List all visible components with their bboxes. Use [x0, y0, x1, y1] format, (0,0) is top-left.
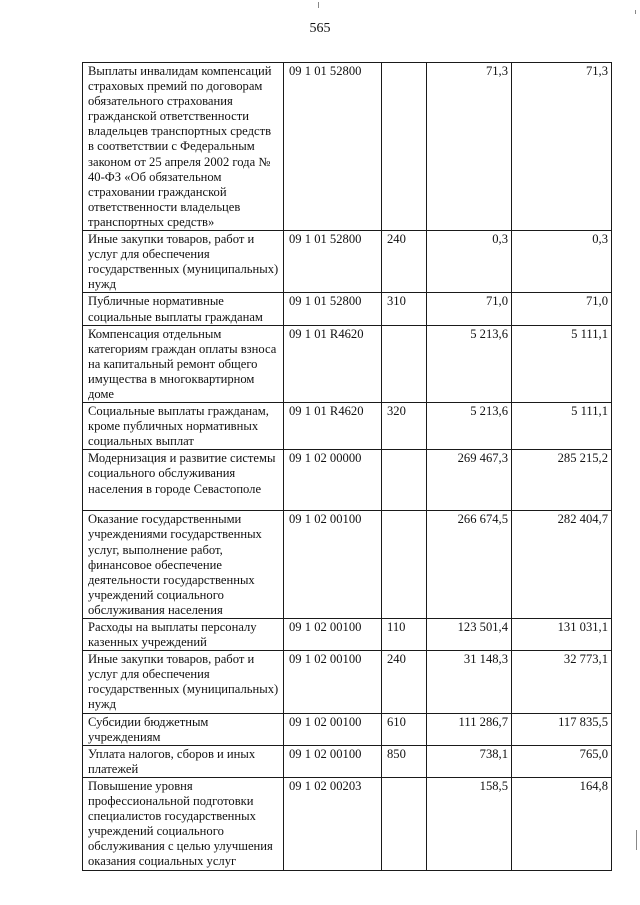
scan-mark-top — [318, 2, 319, 8]
table-row — [83, 325, 612, 402]
row-value-2: 131 031,1 — [512, 619, 612, 651]
row-expense-type: 310 — [382, 293, 427, 325]
row-value-1: 31 148,3 — [427, 651, 512, 713]
row-name: Субсидии бюджетным учреждениям — [83, 713, 284, 745]
row-value-2: 5 111,1 — [512, 403, 612, 450]
row-code: 09 1 01 R4620 — [284, 403, 382, 450]
row-expense-type: 850 — [382, 745, 427, 777]
row-code: 09 1 02 00100 — [284, 511, 382, 619]
table-row — [83, 777, 612, 870]
table-row — [83, 450, 612, 511]
row-value-1: 5 213,6 — [427, 325, 512, 402]
row-value-2: 164,8 — [512, 777, 612, 870]
row-code: 09 1 01 52800 — [284, 231, 382, 293]
row-code: 09 1 02 00000 — [284, 450, 382, 511]
table-row — [83, 651, 612, 713]
row-code: 09 1 02 00100 — [284, 619, 382, 651]
row-value-2: 285 215,2 — [512, 450, 612, 511]
row-name: Повышение уровня профессиональной подготовки специалистов государственных учреждений социального обслуживания с целью улучшения оказания социальных услуг — [83, 777, 284, 870]
row-value-2: 5 111,1 — [512, 325, 612, 402]
row-value-2: 71,0 — [512, 293, 612, 325]
row-expense-type — [382, 63, 427, 231]
budget-table — [82, 62, 612, 871]
row-value-2: 71,3 — [512, 63, 612, 231]
row-value-1: 738,1 — [427, 745, 512, 777]
row-value-1: 269 467,3 — [427, 450, 512, 511]
row-expense-type: 110 — [382, 619, 427, 651]
row-code: 09 1 02 00100 — [284, 713, 382, 745]
row-value-2: 765,0 — [512, 745, 612, 777]
table-row — [83, 619, 612, 651]
row-code: 09 1 02 00203 — [284, 777, 382, 870]
row-value-1: 5 213,6 — [427, 403, 512, 450]
row-name: Уплата налогов, сборов и иных платежей — [83, 745, 284, 777]
row-value-2: 0,3 — [512, 231, 612, 293]
row-code: 09 1 02 00100 — [284, 745, 382, 777]
row-expense-type: 240 — [382, 231, 427, 293]
row-name: Выплаты инвалидам компенсаций страховых премий по договорам обязательного страхования гражданской ответственности владельцев транспортных средств в соответствии с Федеральным законом от 25 апреля 2002 года № 40-ФЗ «Об обязательном страховании гражданской ответственности владельцев транспортных средств» — [83, 63, 284, 231]
table-row — [83, 231, 612, 293]
row-expense-type — [382, 777, 427, 870]
row-value-2: 32 773,1 — [512, 651, 612, 713]
row-name: Компенсация отдельным категориям граждан оплаты взноса на капитальный ремонт общего имущества в многоквартирном доме — [83, 325, 284, 402]
page-number: 565 — [309, 21, 331, 36]
row-name: Публичные нормативные социальные выплаты гражданам — [83, 293, 284, 325]
row-expense-type: 610 — [382, 713, 427, 745]
table-row — [83, 63, 612, 231]
row-value-1: 71,3 — [427, 63, 512, 231]
row-name: Оказание государственными учреждениями государственных услуг, выполнение работ, финансовое обеспечение деятельности государственных учреждений социального обслуживания населения — [83, 511, 284, 619]
row-code: 09 1 01 52800 — [284, 293, 382, 325]
row-value-1: 158,5 — [427, 777, 512, 870]
row-code: 09 1 01 52800 — [284, 63, 382, 231]
row-value-1: 0,3 — [427, 231, 512, 293]
row-name: Социальные выплаты гражданам, кроме публичных нормативных социальных выплат — [83, 403, 284, 450]
table-row — [83, 403, 612, 450]
table-row — [83, 511, 612, 619]
row-expense-type: 320 — [382, 403, 427, 450]
row-value-2: 117 835,5 — [512, 713, 612, 745]
row-name: Модернизация и развитие системы социального обслуживания населения в городе Севастополе — [83, 450, 284, 511]
row-name: Иные закупки товаров, работ и услуг для обеспечения государственных (муниципальных) нужд — [83, 651, 284, 713]
scan-mark-right-lower — [636, 830, 637, 850]
row-value-1: 111 286,7 — [427, 713, 512, 745]
scan-mark-right-upper — [635, 10, 636, 14]
row-name: Расходы на выплаты персоналу казенных учреждений — [83, 619, 284, 651]
row-value-1: 123 501,4 — [427, 619, 512, 651]
row-code: 09 1 01 R4620 — [284, 325, 382, 402]
row-code: 09 1 02 00100 — [284, 651, 382, 713]
table-row — [83, 293, 612, 325]
row-expense-type — [382, 450, 427, 511]
table-row — [83, 745, 612, 777]
row-name: Иные закупки товаров, работ и услуг для обеспечения государственных (муниципальных) нужд — [83, 231, 284, 293]
table-row — [83, 713, 612, 745]
row-expense-type — [382, 511, 427, 619]
row-value-2: 282 404,7 — [512, 511, 612, 619]
row-value-1: 266 674,5 — [427, 511, 512, 619]
row-expense-type: 240 — [382, 651, 427, 713]
row-expense-type — [382, 325, 427, 402]
row-value-1: 71,0 — [427, 293, 512, 325]
